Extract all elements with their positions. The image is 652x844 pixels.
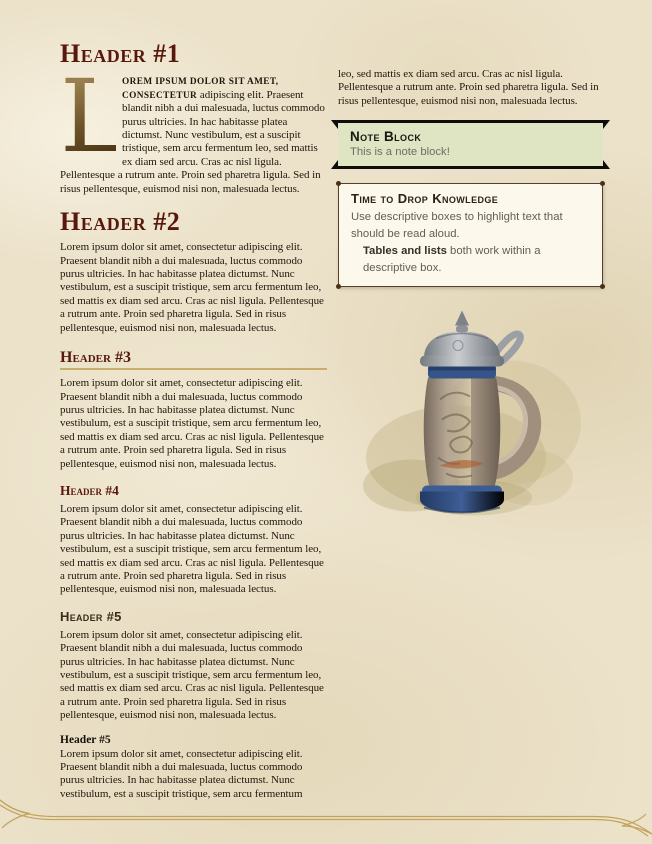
drop-cap: L (60, 58, 127, 176)
intro-lead-smallcaps: OREM IPSUM DOLOR SIT AMET, CONSECTETUR (122, 77, 279, 101)
note-corner-flourish (603, 120, 610, 129)
header-3: Header #3 (60, 349, 327, 370)
intro-body-text: adipiscing elit. Praesent blandit nibh a dui malesuada, luctus commodo purus ultricies. In hac habitasse platea dictumst. Nunc vestibulum, est a suscipit tristique, sem arcu fermentum leo, sed mattis ex diam sed arcu. Cras ac nisl ligula. Pellentesque a rutrum ante. Proin sed pharetra ligula. Sed in risus pellentesque, euismod nisi non, malesuada lectus. (60, 88, 325, 195)
note-corner-flourish (331, 160, 338, 169)
left-column (60, 40, 327, 801)
descriptive-corner-dot (600, 181, 605, 186)
descriptive-box-title: Time to Drop Knowledge (351, 191, 499, 207)
section-3-paragraph: Lorem ipsum dolor sit amet, consectetur adipiscing elit. Praesent blandit nibh a dui malesuada, luctus commodo purus ultricies. In hac habitasse platea dictumst. Nunc vestibulum, est a suscipit tristique, sem arcu fermentum leo, sed mattis ex diam sed arcu. Cras ac nisl ligula. Pellentesque a rutrum ante. Proin sed pharetra ligula. Sed in risus pellentesque, euismod nisi non, malesuada lectus. (60, 377, 324, 470)
section-4-paragraph: Lorem ipsum dolor sit amet, consectetur adipiscing elit. Praesent blandit nibh a dui malesuada, luctus commodo purus ultricies. In hac habitasse platea dictumst. Nunc vestibulum, est a suscipit tristique, sem arcu fermentum leo, sed mattis ex diam sed arcu. Cras ac nisl ligula. Pellentesque a rutrum ante. Proin sed pharetra ligula. Sed in risus pellentesque, euismod nisi non, malesuada lectus. (60, 502, 324, 596)
descriptive-box-line2 (351, 243, 590, 277)
descriptive-box (338, 183, 603, 287)
header-2: Header #2 (60, 206, 181, 236)
header-5: Header #5 (60, 608, 122, 624)
right-column (338, 40, 603, 535)
intro-paragraph (60, 58, 327, 196)
descriptive-corner-dot (336, 181, 341, 186)
descriptive-box-line2-bold: Tables and lists (363, 245, 447, 258)
descriptive-corner-dot (600, 284, 605, 289)
section-5-paragraph: Lorem ipsum dolor sit amet, consectetur adipiscing elit. Praesent blandit nibh a dui malesuada, luctus commodo purus ultricies. In hac habitasse platea dictumst. Nunc vestibulum, est a suscipit tristique, sem arcu fermentum leo, sed mattis ex diam sed arcu. Cras ac nisl ligula. Pellentesque a rutrum ante. Proin sed pharetra ligula. Sed in risus pellentesque, euismod nisi non, malesuada lectus. (60, 628, 324, 722)
descriptive-corner-dot (336, 284, 341, 289)
note-block (338, 120, 603, 169)
header-5-bold: Header #5 (60, 733, 111, 746)
descriptive-box-line2-rest: both work within a descriptive box. (363, 245, 541, 275)
section-2-paragraph: Lorem ipsum dolor sit amet, consectetur adipiscing elit. Praesent blandit nibh a dui malesuada, luctus commodo purus ultricies. In hac habitasse platea dictumst. Nunc vestibulum, est a suscipit tristique, sem arcu fermentum leo, sed mattis ex diam sed arcu. Cras ac nisl ligula. Pellentesque a rutrum ante. Proin sed pharetra ligula. Sed in risus pellentesque, euismod nisi non, malesuada lectus. (60, 241, 324, 334)
note-block-body: This is a note block! (350, 146, 450, 159)
header-1: Header #1 (60, 39, 181, 68)
section-6-paragraph: Lorem ipsum dolor sit amet, consectetur adipiscing elit. Praesent blandit nibh a dui malesuada, luctus commodo purus ultricies. In hac habitasse platea dictumst. Nunc vestibulum, est a suscipit tristique, sem arcu fermentum (60, 747, 303, 800)
footer-flourish (0, 798, 652, 838)
beer-stein-illustration (356, 305, 586, 530)
header-4: Header #4 (60, 482, 119, 498)
note-block-title: Note Block (350, 129, 422, 145)
descriptive-box-line1: Use descriptive boxes to highlight text that should be read aloud. (351, 211, 563, 241)
continuation-paragraph: leo, sed mattis ex diam sed arcu. Cras ac nisl ligula. Pellentesque a rutrum ante. Proin sed pharetra ligula. Sed in risus pellentesque, euismod nisi non, malesuada lectus. (338, 68, 599, 107)
note-corner-flourish (331, 120, 338, 129)
note-corner-flourish (603, 160, 610, 169)
